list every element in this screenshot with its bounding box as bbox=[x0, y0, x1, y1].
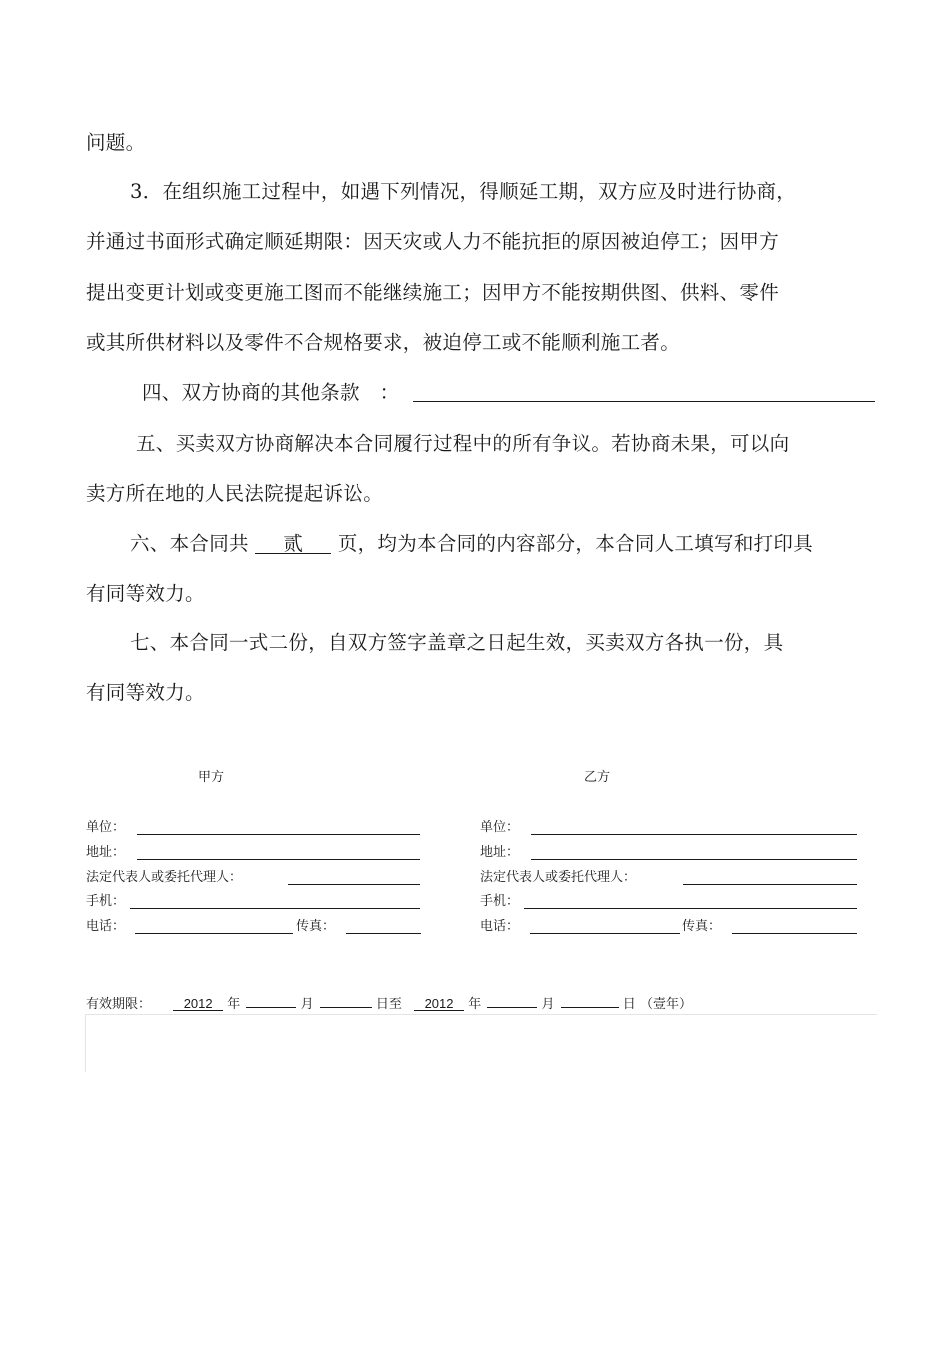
end-year-field[interactable]: 2012 bbox=[414, 996, 464, 1011]
paragraph-line: 并通过书面形式确定顺延期限：因天灾或人力不能抗拒的原因被迫停工；因甲方 bbox=[86, 230, 780, 253]
divider-line bbox=[85, 1014, 877, 1015]
party-a-mobile-field[interactable] bbox=[130, 908, 420, 909]
paragraph-line: 提出变更计划或变更施工图而不能继续施工；因甲方不能按期供图、供料、零件 bbox=[86, 281, 780, 304]
end-day-field[interactable] bbox=[561, 993, 619, 1008]
validity-label: 有效期限： bbox=[86, 997, 152, 1012]
clause-4-blank[interactable] bbox=[413, 401, 875, 402]
party-b-address-field[interactable] bbox=[531, 859, 857, 860]
party-a-fax-label: 传真： bbox=[296, 919, 336, 934]
party-b-phone-field[interactable] bbox=[530, 933, 680, 934]
paragraph-line: 有同等效力。 bbox=[86, 681, 205, 704]
paragraph-line: 五、买卖双方协商解决本合同履行过程中的所有争议。若协商未果，可以向 bbox=[136, 432, 790, 455]
party-a-address-field[interactable] bbox=[137, 859, 420, 860]
duration-note: （壹年） bbox=[639, 997, 692, 1012]
party-b-address-label: 地址： bbox=[480, 845, 520, 860]
party-b-rep-field[interactable] bbox=[683, 884, 857, 885]
party-a-unit-label: 单位： bbox=[86, 820, 126, 835]
paragraph-line: 卖方所在地的人民法院提起诉讼。 bbox=[86, 482, 384, 505]
party-a-rep-field[interactable] bbox=[288, 884, 420, 885]
party-b-phone-label: 电话： bbox=[480, 919, 520, 934]
paragraph-line: 3．在组织施工过程中，如遇下列情况，得顺延工期，双方应及时进行协商， bbox=[130, 180, 797, 203]
party-a-phone-field[interactable] bbox=[135, 933, 293, 934]
end-year-unit: 年 bbox=[468, 997, 482, 1012]
party-b-fax-label: 传真： bbox=[682, 919, 722, 934]
party-a-phone-label: 电话： bbox=[86, 919, 126, 934]
page-count-field[interactable]: 贰 bbox=[255, 531, 331, 554]
divider-line bbox=[85, 1014, 86, 1072]
paragraph-line: 或其所供材料以及零件不合规格要求，被迫停工或不能顺利施工者。 bbox=[86, 331, 681, 354]
paragraph-line: 七、本合同一式二份，自双方签字盖章之日起生效，买卖双方各执一份，具 bbox=[130, 631, 784, 654]
end-day-unit: 日 bbox=[622, 997, 636, 1012]
party-b-fax-field[interactable] bbox=[732, 933, 857, 934]
party-b-unit-field[interactable] bbox=[531, 834, 857, 835]
end-month-unit: 月 bbox=[541, 997, 555, 1012]
paragraph-line: 问题。 bbox=[86, 131, 146, 154]
end-month-field[interactable] bbox=[487, 993, 537, 1008]
party-a-mobile-label: 手机： bbox=[86, 894, 126, 909]
party-b-unit-label: 单位： bbox=[480, 820, 520, 835]
day-to-label: 日至 bbox=[375, 997, 402, 1012]
month-unit: 月 bbox=[300, 997, 314, 1012]
party-a-rep-label: 法定代表人或委托代理人： bbox=[86, 870, 243, 885]
validity-line bbox=[86, 993, 692, 1013]
start-year-field[interactable]: 2012 bbox=[173, 996, 223, 1011]
party-a-title: 甲方 bbox=[198, 770, 225, 785]
party-a-fax-field[interactable] bbox=[346, 933, 421, 934]
party-a-unit-field[interactable] bbox=[137, 834, 420, 835]
party-b-title: 乙方 bbox=[584, 770, 611, 785]
start-month-field[interactable] bbox=[246, 993, 296, 1008]
clause-6-suffix: 页，均为本合同的内容部分，本合同人工填写和打印具 bbox=[337, 532, 814, 555]
party-a-address-label: 地址： bbox=[86, 845, 126, 860]
paragraph-line: 有同等效力。 bbox=[86, 582, 205, 605]
party-b-mobile-field[interactable] bbox=[524, 908, 857, 909]
clause-6-line bbox=[130, 531, 813, 557]
year-unit: 年 bbox=[227, 997, 241, 1012]
clause-4-label: 四、双方协商的其他条款 ： bbox=[142, 381, 400, 404]
start-day-field[interactable] bbox=[320, 993, 372, 1008]
party-b-mobile-label: 手机： bbox=[480, 894, 520, 909]
clause-6-prefix: 六、本合同共 bbox=[130, 532, 249, 555]
party-b-rep-label: 法定代表人或委托代理人： bbox=[480, 870, 637, 885]
